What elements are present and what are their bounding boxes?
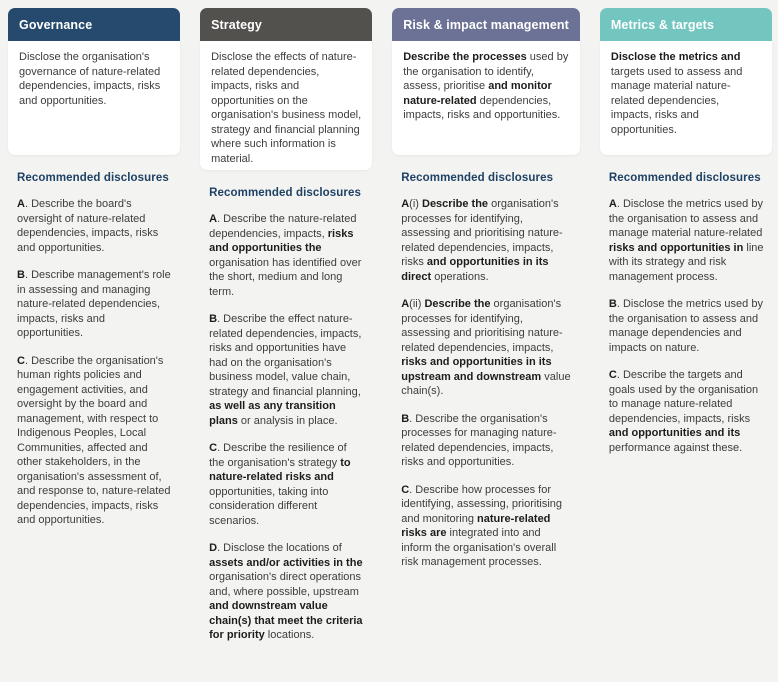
- text-segment: . Describe the resilience of the organisation's strategy: [209, 442, 347, 469]
- text-segment: line with its strategy and risk management process.: [608, 241, 764, 283]
- text-segment-bold: B: [401, 412, 410, 425]
- text-segment-bold: risks and opportunities in its upstream and downstream: [401, 356, 552, 383]
- text-segment: (ii): [409, 298, 425, 310]
- text-segment-bold: as well as any transition plans: [209, 400, 336, 427]
- text-segment: organisation has identified over the short, medium and long term.: [209, 256, 362, 298]
- pillar-title: Strategy: [211, 17, 262, 32]
- text-segment-bold: to nature-related risks and: [209, 456, 351, 483]
- text-segment-bold: B: [608, 298, 617, 310]
- disclosure-paragraph: [209, 441, 364, 528]
- text-segment: . Describe the nature-related dependencies, impacts,: [209, 213, 357, 240]
- disclosure-paragraph: [209, 541, 364, 643]
- text-segment-bold: B: [209, 313, 218, 325]
- text-segment: organisation's direct operations and, where possible, upstream: [209, 571, 362, 598]
- pillar-column-metrics-targets: [600, 8, 772, 643]
- text-segment-bold: assets and/or activities in the: [209, 556, 363, 569]
- text-segment-bold: C: [209, 442, 218, 454]
- pillar-disclosures-section: [8, 172, 180, 528]
- text-segment-bold: Describe the: [422, 198, 489, 210]
- text-segment-bold: and opportunities and its: [608, 427, 741, 439]
- disclosure-paragraph: [609, 368, 764, 455]
- text-segment-bold: B: [17, 269, 25, 281]
- pillar-column-strategy: [200, 8, 372, 643]
- text-segment: Disclose the effects of nature-related dependencies, impacts, risks and opportunities on the organisation's business model, strategy and financial planning where such information is material.: [211, 51, 362, 165]
- pillar-disclosures-section: [200, 187, 372, 643]
- text-segment-bold: C: [17, 354, 25, 367]
- text-segment: used by the organisation to identify, assess, prioritise: [403, 51, 569, 92]
- text-segment: . Disclose the locations of: [217, 542, 342, 554]
- text-segment-bold: C: [401, 483, 410, 496]
- text-segment-bold: nature-related risks are: [401, 512, 551, 539]
- text-segment: opportunities, taking into consideration different scenarios.: [209, 485, 329, 527]
- text-segment: . Describe how processes for identifying, assessing, prioritising and monitoring: [401, 483, 563, 525]
- disclosure-paragraph: [17, 354, 172, 528]
- text-segment-bold: A: [401, 198, 410, 210]
- disclosure-paragraph: [17, 268, 172, 341]
- recommended-disclosures-heading: Recommended disclosures: [209, 187, 361, 199]
- disclosure-paragraph: [209, 312, 364, 428]
- disclosure-paragraph: [401, 483, 572, 570]
- text-segment: locations.: [264, 629, 315, 641]
- pillar-disclosures-section: [600, 172, 772, 455]
- text-segment: . Disclose the metrics used by the organisation to assess and manage dependencies and impacts on nature.: [608, 298, 763, 354]
- disclosure-paragraph: [401, 197, 572, 284]
- disclosure-list: [17, 197, 172, 528]
- text-segment: . Describe the organisation's processes for managing nature-related dependencies, impacts, risks and opportunities.: [401, 412, 557, 468]
- pillar-header-risk-impact-management: [392, 8, 580, 41]
- text-segment: organisation's processes for identifying, assessing and prioritising nature-related dependencies, impacts, risks: [401, 198, 563, 268]
- disclosure-paragraph: [209, 212, 364, 299]
- pillar-header-strategy: [200, 8, 372, 41]
- pillar-header-governance: [8, 8, 180, 41]
- text-segment: or analysis in place.: [237, 414, 338, 427]
- text-segment: . Describe the effect nature-related dependencies, impacts, risks and opportunities have had on the organisation's business model, value chain, strategy and financial planning,: [209, 313, 362, 398]
- text-segment: (i): [409, 198, 422, 210]
- text-segment: dependencies, impacts, risks and opportunities.: [403, 94, 561, 121]
- pillar-title: Governance: [19, 17, 93, 32]
- pillar-description-card: [392, 41, 580, 155]
- pillar-description: [611, 50, 762, 137]
- text-segment-bold: C: [608, 369, 617, 381]
- text-segment: . Describe management's role in assessing and managing nature-related dependencies, impacts, risks and opportunities.: [17, 269, 171, 339]
- recommended-disclosures-heading: Recommended disclosures: [401, 172, 554, 184]
- text-segment-bold: and downstream value chain(s) that meet the criteria for priority: [209, 600, 363, 641]
- pillar-column-risk-impact-management: [392, 8, 580, 643]
- pillar-header-metrics-targets: [600, 8, 772, 41]
- text-segment: . Describe the organisation's human rights policies and engagement activities, and oversight by the board and management, with respect to Indigenous Peoples, Local Communities, affected and other stakeholders, in the organisation's assessment of, and response to, nature-related dependencies, impacts, risks and opportunities.: [17, 354, 171, 526]
- text-segment-bold: A: [209, 213, 218, 225]
- disclosure-list: [209, 212, 364, 643]
- text-segment-bold: A: [608, 198, 617, 210]
- text-segment-bold: and opportunities in its direct: [401, 256, 549, 283]
- disclosure-paragraph: [401, 297, 572, 399]
- text-segment: targets used to assess and manage material nature-related dependencies, impacts, risks and opportunities.: [610, 65, 743, 136]
- recommended-disclosures-heading: Recommended disclosures: [17, 172, 169, 184]
- disclosure-paragraph: [609, 197, 764, 284]
- pillar-description: [19, 50, 170, 108]
- text-segment: . Describe the board's oversight of nature-related dependencies, impacts, risks and opportunities.: [17, 198, 159, 254]
- text-segment-bold: D: [209, 542, 218, 554]
- pillar-title: Risk & impact management: [403, 17, 569, 32]
- pillar-description: [211, 50, 362, 166]
- text-segment: operations.: [431, 270, 489, 283]
- text-segment: value chain(s).: [401, 370, 571, 397]
- text-segment: performance against these.: [608, 441, 743, 454]
- text-segment-bold: A: [401, 298, 410, 310]
- text-segment: . Describe the targets and goals used by the organisation to manage nature-related dependencies, impacts, risks: [608, 369, 759, 425]
- text-segment-bold: risks and opportunities the: [209, 227, 354, 254]
- text-segment: Disclose the organisation's governance of nature-related dependencies, impacts, risks and opportunities.: [19, 51, 161, 107]
- text-segment-bold: risks and opportunities in: [608, 241, 744, 254]
- disclosure-list: [609, 197, 764, 455]
- pillar-description-card: [200, 41, 372, 170]
- text-segment-bold: Describe the processes: [403, 51, 527, 63]
- pillar-disclosures-section: [392, 172, 580, 570]
- pillar-description: [403, 50, 570, 123]
- pillar-title: Metrics & targets: [610, 17, 714, 32]
- disclosure-list: [401, 197, 572, 570]
- text-segment: . Disclose the metrics used by the organisation to assess and manage material nature-related: [608, 198, 763, 239]
- text-segment-bold: Disclose the metrics and: [610, 51, 741, 63]
- text-segment-bold: Describe the: [424, 298, 491, 310]
- text-segment: organisation's processes for identifying, assessing and prioritising nature-related dependencies, impacts,: [401, 298, 563, 354]
- recommended-disclosures-heading: Recommended disclosures: [608, 172, 761, 184]
- text-segment-bold: A: [17, 198, 25, 210]
- text-segment: integrated into and inform the organisation's overall risk management processes.: [401, 527, 557, 568]
- disclosure-paragraph: [401, 412, 572, 470]
- disclosure-paragraph: [17, 197, 172, 255]
- pillar-description-card: [8, 41, 180, 155]
- disclosure-paragraph: [609, 297, 764, 355]
- text-segment-bold: and monitor nature-related: [403, 80, 552, 107]
- pillar-description-card: [600, 41, 772, 155]
- pillar-column-governance: [8, 8, 180, 643]
